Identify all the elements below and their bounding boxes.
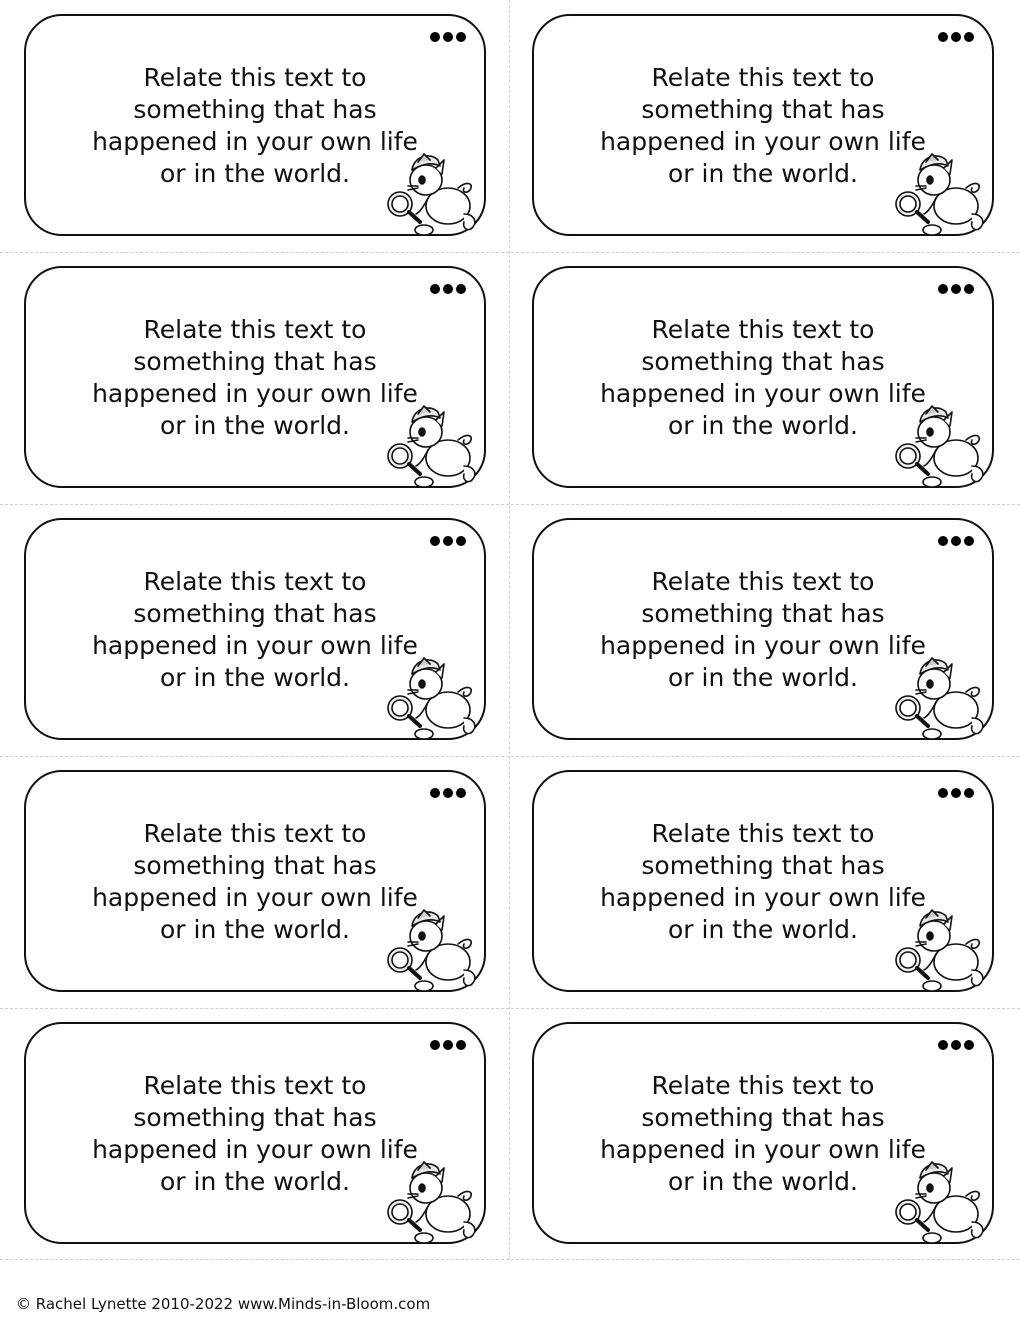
- three-dots-icon: [938, 1040, 974, 1050]
- prompt-card: [532, 1022, 994, 1244]
- horizontal-cut-line: [0, 1008, 1020, 1009]
- card-prompt-line: happened in your own life: [92, 379, 418, 408]
- card-prompt-line: Relate this text to: [651, 315, 875, 344]
- card-prompt-line: happened in your own life: [92, 883, 418, 912]
- copyright-footer: © Rachel Lynette 2010-2022 www.Minds-in-Bloom.com: [16, 1295, 431, 1313]
- card-prompt-line: happened in your own life: [600, 127, 926, 156]
- three-dots-icon: [430, 32, 466, 42]
- card-prompt-line: or in the world.: [667, 1167, 858, 1196]
- card-prompt-line: or in the world.: [667, 663, 858, 692]
- card-prompt-line: something that has: [641, 347, 885, 376]
- prompt-card: [24, 266, 486, 488]
- detective-cat-icon: [378, 644, 490, 744]
- horizontal-cut-line: [0, 1259, 1020, 1260]
- card-prompt-line: or in the world.: [667, 411, 858, 440]
- horizontal-cut-line: [0, 252, 1020, 253]
- horizontal-cut-line: [0, 756, 1020, 757]
- card-prompt-line: or in the world.: [159, 663, 350, 692]
- three-dots-icon: [938, 788, 974, 798]
- detective-cat-icon: [886, 896, 998, 996]
- detective-cat-icon: [886, 392, 998, 492]
- three-dots-icon: [938, 536, 974, 546]
- three-dots-icon: [430, 788, 466, 798]
- prompt-card: [24, 14, 486, 236]
- card-prompt-line: something that has: [133, 599, 377, 628]
- card-prompt-line: happened in your own life: [92, 1135, 418, 1164]
- card-prompt-line: Relate this text to: [143, 1071, 367, 1100]
- card-prompt-line: Relate this text to: [651, 819, 875, 848]
- card-prompt-line: Relate this text to: [143, 819, 367, 848]
- card-prompt-line: something that has: [641, 851, 885, 880]
- three-dots-icon: [938, 32, 974, 42]
- horizontal-cut-line: [0, 504, 1020, 505]
- card-prompt-line: something that has: [641, 95, 885, 124]
- card-prompt-line: happened in your own life: [600, 379, 926, 408]
- detective-cat-icon: [378, 1148, 490, 1248]
- three-dots-icon: [938, 284, 974, 294]
- card-prompt-line: something that has: [641, 1103, 885, 1132]
- card-prompt-line: something that has: [133, 95, 377, 124]
- detective-cat-icon: [378, 140, 490, 240]
- card-prompt-line: or in the world.: [159, 159, 350, 188]
- card-prompt-line: happened in your own life: [600, 883, 926, 912]
- card-prompt-line: happened in your own life: [600, 1135, 926, 1164]
- card-prompt-line: Relate this text to: [143, 63, 367, 92]
- card-prompt-line: something that has: [133, 851, 377, 880]
- card-prompt-line: Relate this text to: [143, 567, 367, 596]
- card-prompt-line: or in the world.: [159, 915, 350, 944]
- prompt-card: [532, 770, 994, 992]
- card-prompt-line: or in the world.: [159, 411, 350, 440]
- prompt-card: [24, 770, 486, 992]
- prompt-card: [532, 266, 994, 488]
- vertical-cut-line: [509, 0, 510, 1260]
- detective-cat-icon: [378, 896, 490, 996]
- three-dots-icon: [430, 536, 466, 546]
- card-prompt-line: Relate this text to: [651, 1071, 875, 1100]
- detective-cat-icon: [886, 1148, 998, 1248]
- card-prompt-line: something that has: [133, 1103, 377, 1132]
- card-prompt-line: Relate this text to: [143, 315, 367, 344]
- detective-cat-icon: [886, 140, 998, 240]
- card-prompt-line: or in the world.: [667, 159, 858, 188]
- card-prompt-line: happened in your own life: [92, 127, 418, 156]
- detective-cat-icon: [886, 644, 998, 744]
- three-dots-icon: [430, 1040, 466, 1050]
- prompt-card: [532, 14, 994, 236]
- prompt-card: [24, 1022, 486, 1244]
- card-prompt-line: Relate this text to: [651, 567, 875, 596]
- card-prompt-line: or in the world.: [667, 915, 858, 944]
- card-prompt-line: something that has: [641, 599, 885, 628]
- three-dots-icon: [430, 284, 466, 294]
- card-prompt-line: or in the world.: [159, 1167, 350, 1196]
- detective-cat-icon: [378, 392, 490, 492]
- card-prompt-line: something that has: [133, 347, 377, 376]
- card-prompt-line: happened in your own life: [600, 631, 926, 660]
- card-prompt-line: Relate this text to: [651, 63, 875, 92]
- prompt-card: [24, 518, 486, 740]
- prompt-card: [532, 518, 994, 740]
- card-prompt-line: happened in your own life: [92, 631, 418, 660]
